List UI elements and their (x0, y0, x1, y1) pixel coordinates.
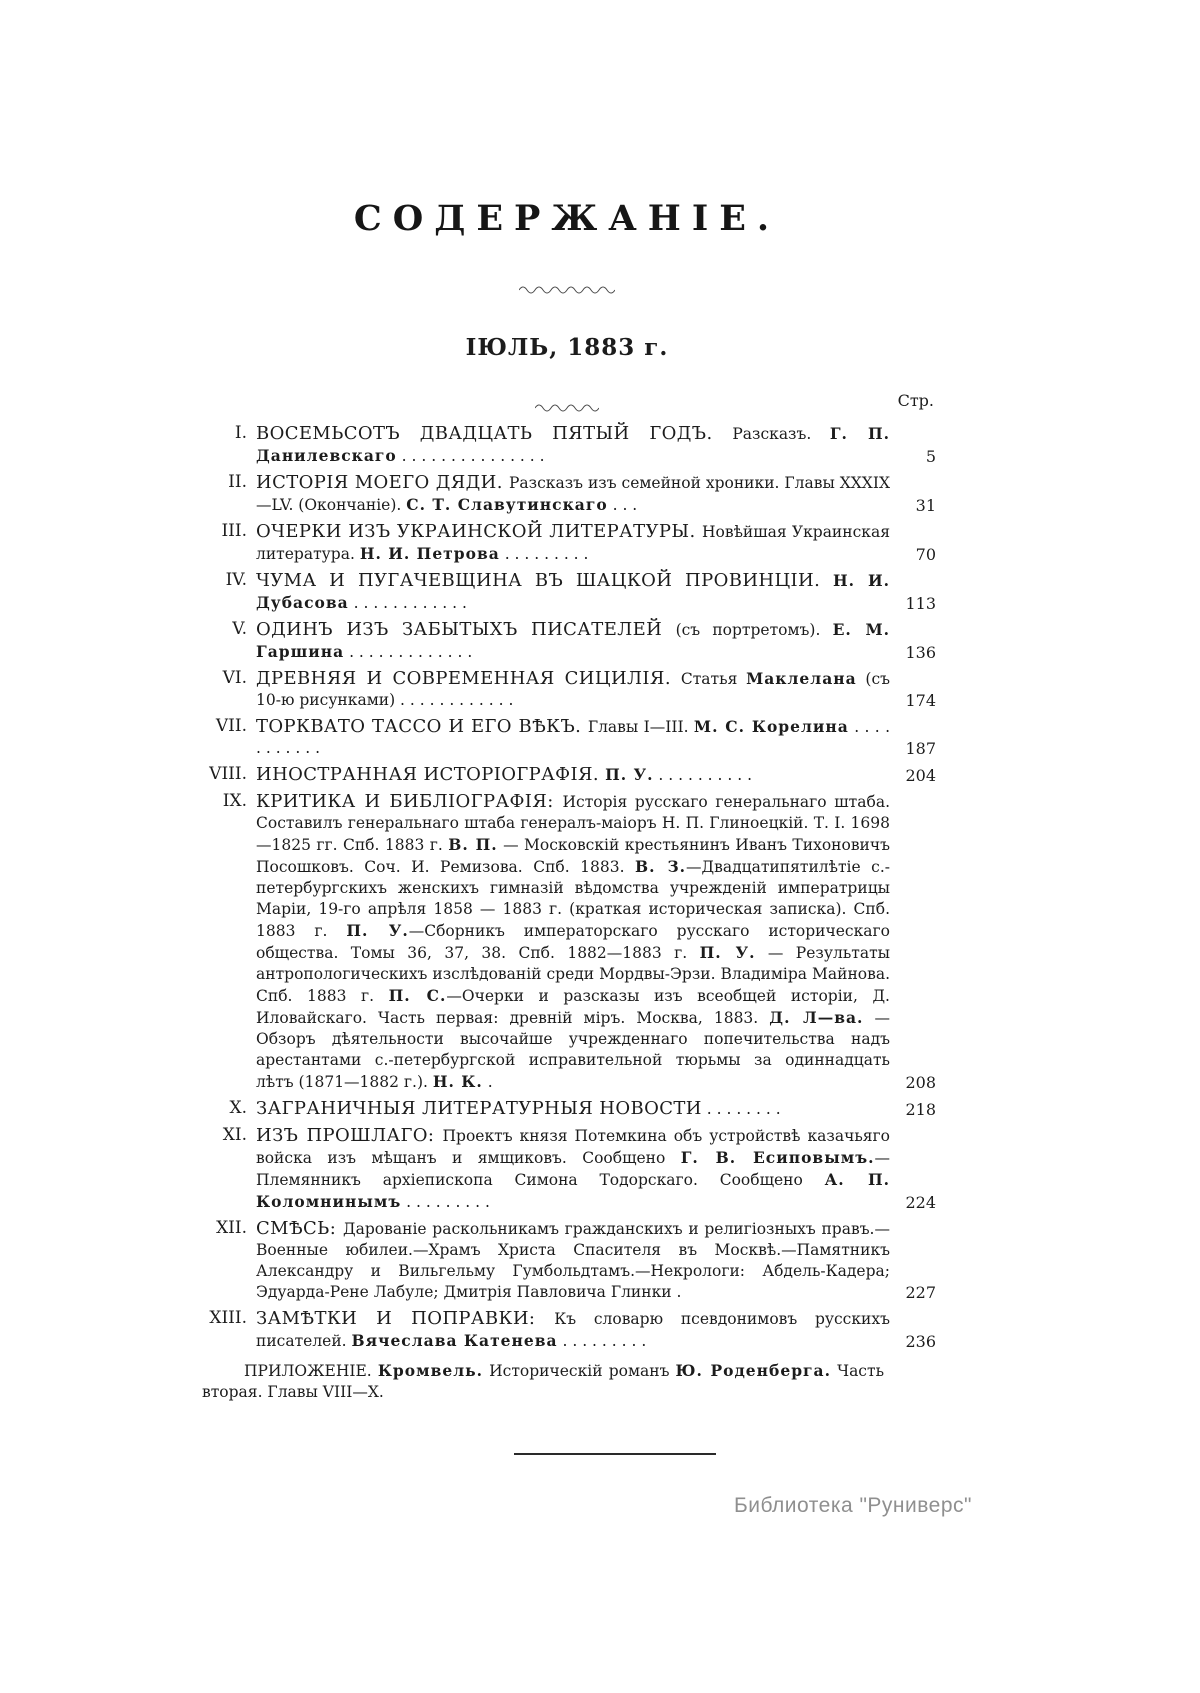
entry-text-segment: — Результаты антропологическихъ изслѣдованій среди Мордвы-Эрзи. Владиміра Майнова. Спб. 1883 г. (256, 944, 890, 1005)
watermark: Библиотека "Руниверс" (733, 1494, 972, 1517)
author-name: Г. В. Есиповымъ. (680, 1148, 875, 1167)
entry-heading-text: ОДИНЪ ИЗЪ ЗАБЫТЫХЪ ПИСАТЕЛЕЙ (256, 619, 676, 640)
toc-entry (198, 791, 936, 1093)
entry-page-number: 236 (905, 1332, 936, 1351)
author-name: В. П. (448, 835, 498, 854)
entry-page-number: 113 (905, 594, 936, 613)
entry-page-number: 136 (905, 643, 936, 662)
entry-page-number: 31 (915, 496, 936, 515)
entry-text-segment: Главы I—III. (587, 718, 694, 736)
entry-number: XIII. (209, 1308, 247, 1328)
squiggle-divider-icon (535, 402, 599, 412)
entry-number: II. (228, 472, 247, 492)
entry-number: XII. (216, 1218, 247, 1238)
author-name: М. С. Корелина (693, 717, 849, 736)
entry-text-segment: Часть вторая. Главы VIII—X. (202, 1362, 885, 1401)
entry-text (256, 791, 890, 1093)
entry-text-segment: . . . . . . . . . . . . . (344, 643, 473, 661)
entry-heading-text: ЗАМѢТКИ И ПОПРАВКИ: (256, 1308, 555, 1329)
divider-row (198, 391, 936, 415)
entry-heading-text: ЧУМА И ПУГАЧЕВЩИНА ВЪ ШАЦКОЙ ПРОВИНЦІИ. (256, 570, 833, 591)
entry-text-segment: ПРИЛОЖЕНІЕ. (244, 1362, 378, 1380)
entry-number: IV. (225, 570, 247, 590)
squiggle-divider-icon (519, 284, 615, 294)
author-name: Н. К. (432, 1072, 483, 1091)
author-name: Маклелана (746, 669, 857, 688)
entry-heading-text: ВОСЕМЬСОТЪ ДВАДЦАТЬ ПЯТЫЙ ГОДЪ. (256, 423, 733, 444)
author-name: А. П. Коломнинымъ (256, 1170, 890, 1211)
page-column-header: Стр. (897, 391, 934, 410)
entry-text-segment: Проектъ князя Потемкина объ устройствѣ казачьяго войска изъ мѣщанъ и ямщиковъ. Сообщено (256, 1127, 890, 1167)
toc-entry (198, 1218, 936, 1303)
entry-number: V. (232, 619, 247, 639)
toc-entries (198, 423, 936, 1352)
entry-text-segment: . . . . . . . . . . (653, 766, 753, 784)
author-name: Г. П. Данилевскаго (256, 424, 891, 465)
entry-text (256, 570, 890, 614)
entry-text (256, 764, 890, 786)
entry-text (256, 1125, 890, 1213)
page-title: СОДЕРЖАНІЕ. (353, 198, 781, 239)
author-name: П. У. (346, 921, 409, 940)
toc-entry (198, 1308, 936, 1352)
entry-text-segment: . . . . . . . . . . . . (348, 594, 467, 612)
entry-text-segment: . . . . . . . . . (401, 1193, 490, 1211)
author-name: П. С. (388, 986, 447, 1005)
author-name: П. У. (699, 943, 756, 962)
entry-text-segment: —Племянникъ архіепископа Симона Тодорскаго. Сообщено (256, 1149, 890, 1189)
entry-page-number: 218 (905, 1100, 936, 1119)
entry-heading-text: СМѢСЬ: (256, 1218, 344, 1239)
author-name: Н. И. Петрова (359, 544, 500, 563)
author-name: Н. И. Дубасова (256, 571, 891, 612)
author-name: Вячеслава Катенева (351, 1331, 558, 1350)
entry-text-segment: (съ 10-ю рисунками) . . . . . . . . . . . . (256, 670, 890, 709)
page-content (198, 0, 936, 1455)
entry-page-number: 174 (905, 691, 936, 710)
author-name: Кромвель. (377, 1361, 484, 1380)
squiggle-divider-bottom (198, 397, 936, 416)
entry-heading-text: ИСТОРІЯ МОЕГО ДЯДИ. (256, 472, 509, 493)
issue-heading: ІЮЛЬ, 1883 г. (465, 334, 669, 361)
toc-entry (198, 668, 936, 711)
entry-page-number: 204 (905, 766, 936, 785)
entry-number: VIII. (209, 764, 247, 784)
entry-text-segment: — Московскій крестьянинъ Иванъ Тихоновичъ Посошковъ. Соч. И. Ремизова. Спб. 1883. (256, 836, 890, 876)
entry-page-number: 5 (925, 447, 936, 466)
entry-text-segment: Новѣйшая Украинская литература. (256, 523, 890, 563)
squiggle-divider-top (198, 279, 936, 298)
entry-text (256, 423, 890, 467)
entry-number: VI. (222, 668, 247, 688)
entry-text-segment: . . . . . . . . . . . . . . . (396, 447, 545, 465)
entry-page-number: 208 (905, 1073, 936, 1092)
entry-text-segment: . (482, 1073, 493, 1091)
entry-heading-text: ИЗЪ ПРОШЛАГО: (256, 1125, 443, 1146)
entry-heading-text: ТОРКВАТО ТАССО И ЕГО ВѢКЪ. (256, 716, 588, 737)
entry-text-segment: — Обзоръ дѣятельности высочайше учрежденнаго попечительства надъ арестантами с.-петербургской исправительной тюрьмы за одиннадцать лѣтъ (1871—1882 г.). (256, 1009, 891, 1091)
entry-number: VII. (215, 716, 247, 736)
toc-entry (198, 521, 936, 565)
entry-text-segment: . . . . . . . . (701, 1100, 781, 1118)
entry-heading-text: ОЧЕРКИ ИЗЪ УКРАИНСКОЙ ЛИТЕРАТУРЫ. (256, 521, 702, 542)
entry-text-segment: Дарованіе раскольникамъ гражданскихъ и религіозныхъ правъ.—Военные юбилеи.—Храмъ Христа Спасителя въ Москвѣ.—Памятникъ Александру и Вильгельму Гумбольдтамъ.—Некрологи: Абдель-Кадера; Эдуарда-Рене Лабуле; Дмитрія Павловича Глинки . (256, 1220, 890, 1301)
author-name: Ю. Роденберга. (675, 1361, 831, 1380)
entry-number: I. (234, 423, 247, 443)
entry-number: X. (229, 1098, 247, 1118)
entry-text-segment: Историческій романъ (483, 1362, 676, 1380)
toc-entry (198, 619, 936, 663)
author-name: С. Т. Славутинскаго (406, 495, 608, 514)
entry-text-segment: . . . . . . . . . . . (256, 718, 891, 757)
entry-text-segment: Исторія русскаго генеральнаго штаба. Составилъ генеральнаго штаба генералъ-маіоръ Н. П. Глиноецкій. Т. I. 1698—1825 гг. Спб. 1883 г. (256, 793, 890, 854)
entry-text (256, 716, 890, 759)
entry-text (256, 668, 890, 711)
entry-page-number: 224 (905, 1193, 936, 1212)
entry-text (256, 619, 890, 663)
entry-heading-text: ЗАГРАНИЧНЫЯ ЛИТЕРАТУРНЫЯ НОВОСТИ (256, 1098, 702, 1119)
entry-number: XI. (222, 1125, 247, 1145)
entry-heading-text: КРИТИКА И БИБЛІОГРАФІЯ: (256, 791, 563, 812)
entry-text (256, 1098, 890, 1120)
entry-page-number: 70 (915, 545, 936, 564)
entry-text-segment: —Двадцатипятилѣтіе с.-петербургскихъ женскихъ гимназій вѣдомства учрежденій императрицы Маріи, 19-го апрѣля 1858 — 1883 г. (краткая историческая записка). Спб. 1883 г. (256, 858, 890, 940)
author-name: В. З. (635, 857, 687, 876)
appendix-entry (198, 1360, 884, 1403)
entry-text-segment: —Очерки и разсказы изъ всеобщей исторіи, Д. Иловайскаго. Часть первая: древній міръ. Москва, 1883. (256, 987, 890, 1027)
entry-text-segment: Разсказъ изъ семейной хроники. Главы XXXIX—LV. (Окончаніе). (256, 474, 890, 514)
toc-entry (198, 1125, 936, 1213)
author-name: Д. Л—ва. (769, 1008, 864, 1027)
toc-entry (198, 423, 936, 467)
entry-text-segment: Статья (680, 670, 747, 688)
toc-entry (198, 570, 936, 614)
toc-entry (198, 1098, 936, 1120)
entry-text (256, 1308, 890, 1352)
toc-entry (198, 472, 936, 516)
toc-entry (198, 716, 936, 759)
entry-page-number: 227 (905, 1283, 936, 1302)
entry-text-segment: . . . . . . . . . (499, 545, 589, 563)
entry-text (256, 1218, 890, 1303)
entry-heading-text: ДРЕВНЯЯ И СОВРЕМЕННАЯ СИЦИЛІЯ. (256, 668, 681, 689)
entry-text (256, 472, 890, 516)
toc-entry (198, 764, 936, 786)
bottom-rule (514, 1453, 716, 1455)
author-name: Е. М. Гаршина (256, 620, 890, 661)
author-name: П. У. (605, 765, 654, 784)
entry-text-segment: . . . (607, 496, 638, 514)
entry-text (256, 521, 890, 565)
entry-text-segment: Къ словарю псевдонимовъ русскихъ писателей. (256, 1310, 890, 1350)
entry-number: III. (221, 521, 247, 541)
entry-text-segment: —Сборникъ императорскаго русскаго историческаго общества. Томы 36, 37, 38. Спб. 1882—1883 г. (256, 922, 890, 962)
entry-heading-text: ИНОСТРАННАЯ ИСТОРІОГРАФІЯ. (256, 764, 606, 785)
entry-text-segment: (съ портретомъ). (675, 621, 833, 639)
entry-text-segment: Разсказъ. (732, 425, 830, 443)
entry-page-number: 187 (905, 739, 936, 758)
entry-text-segment: . . . . . . . . . (557, 1332, 647, 1350)
entry-number: IX. (222, 791, 247, 811)
